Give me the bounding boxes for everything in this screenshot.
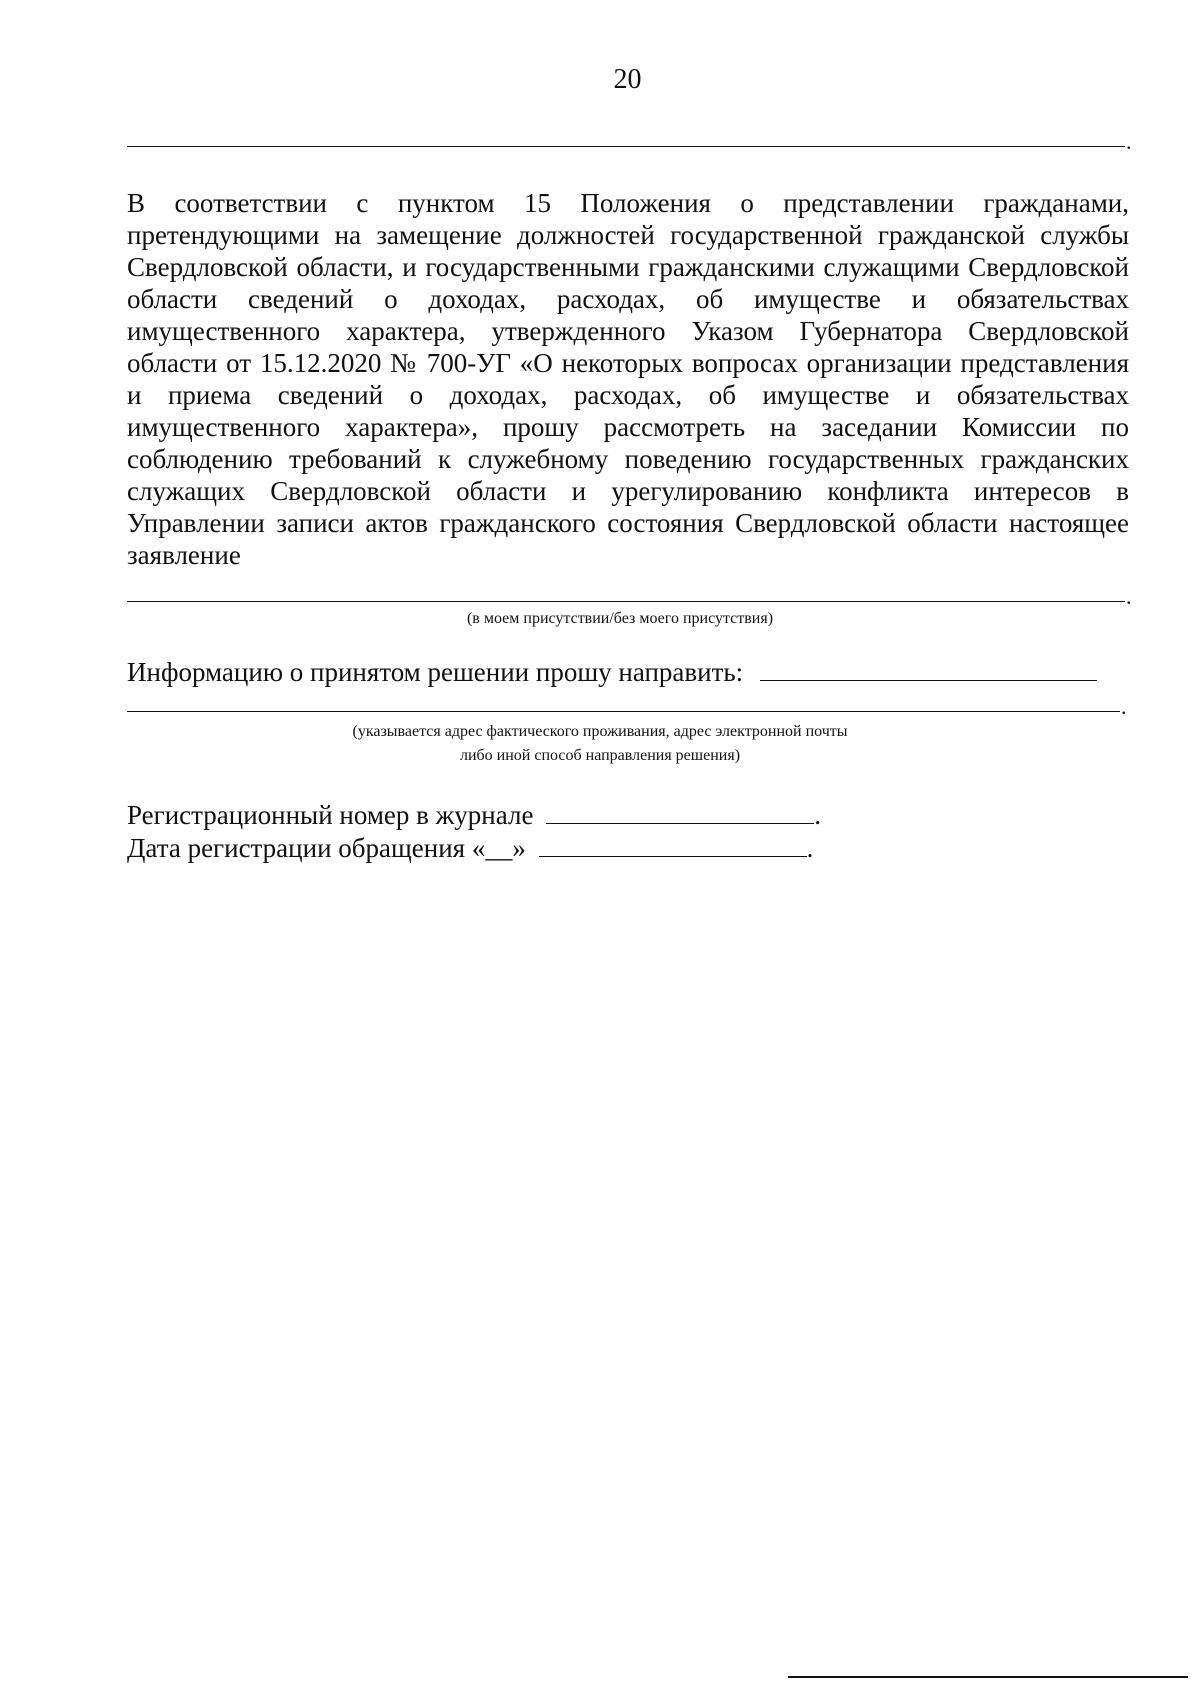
- presence-blank-line: [127, 601, 1125, 602]
- registration-number-row: [127, 799, 821, 831]
- decision-info-row: [127, 656, 1097, 688]
- top-line-end-mark: .: [1126, 129, 1132, 154]
- registration-date-field[interactable]: [539, 832, 807, 857]
- statement-paragraph: В соответствии с пунктом 15 Положения о представлении гражданами, претендующими на замещение должностей государственной гражданской службы Свердловской области, и государственными гражданскими служащими Свердловской области сведений о доходах, расходах, об имуществе и обязательствах имущественного характера, утвержденного Указом Губернатора Свердловской области от 15.12.2020 № 700-УГ «О некоторых вопросах организации представления и приема сведений о доходах, расходах, об имуществе и обязательствах имущественного характера», прошу рассмотреть на заседании Комиссии по соблюдению требований к служебному поведению государственных гражданских служащих Свердловской области и урегулированию конфликта интересов в Управлении записи актов гражданского состояния Свердловской области настоящее заявление: [127, 188, 1129, 570]
- footer-line: [788, 1676, 1188, 1678]
- decision-address-blank-line: [127, 711, 1120, 712]
- decision-caption-line2: либо иной способ направления решения): [459, 747, 741, 764]
- decision-info-field[interactable]: [760, 656, 1097, 681]
- decision-line-end-mark: .: [1121, 694, 1127, 719]
- top-blank-line: [127, 146, 1125, 147]
- registration-number-label: Регистрационный номер в журнале: [127, 800, 534, 830]
- decision-info-label: Информацию о принятом решении прошу направить:: [127, 657, 744, 687]
- decision-caption-line1: (указывается адрес фактического проживания, адрес электронной почты: [352, 723, 848, 740]
- presence-caption: (в моем присутствии/без моего присутствия): [466, 610, 774, 627]
- registration-number-end-mark: .: [814, 800, 821, 830]
- registration-date-label: Дата регистрации обращения «__»: [127, 833, 526, 863]
- registration-date-end-mark: .: [806, 833, 814, 863]
- registration-date-row: [127, 832, 813, 864]
- presence-line-end-mark: .: [1126, 584, 1132, 609]
- registration-number-field[interactable]: [546, 799, 814, 824]
- page-number: 20: [613, 64, 642, 95]
